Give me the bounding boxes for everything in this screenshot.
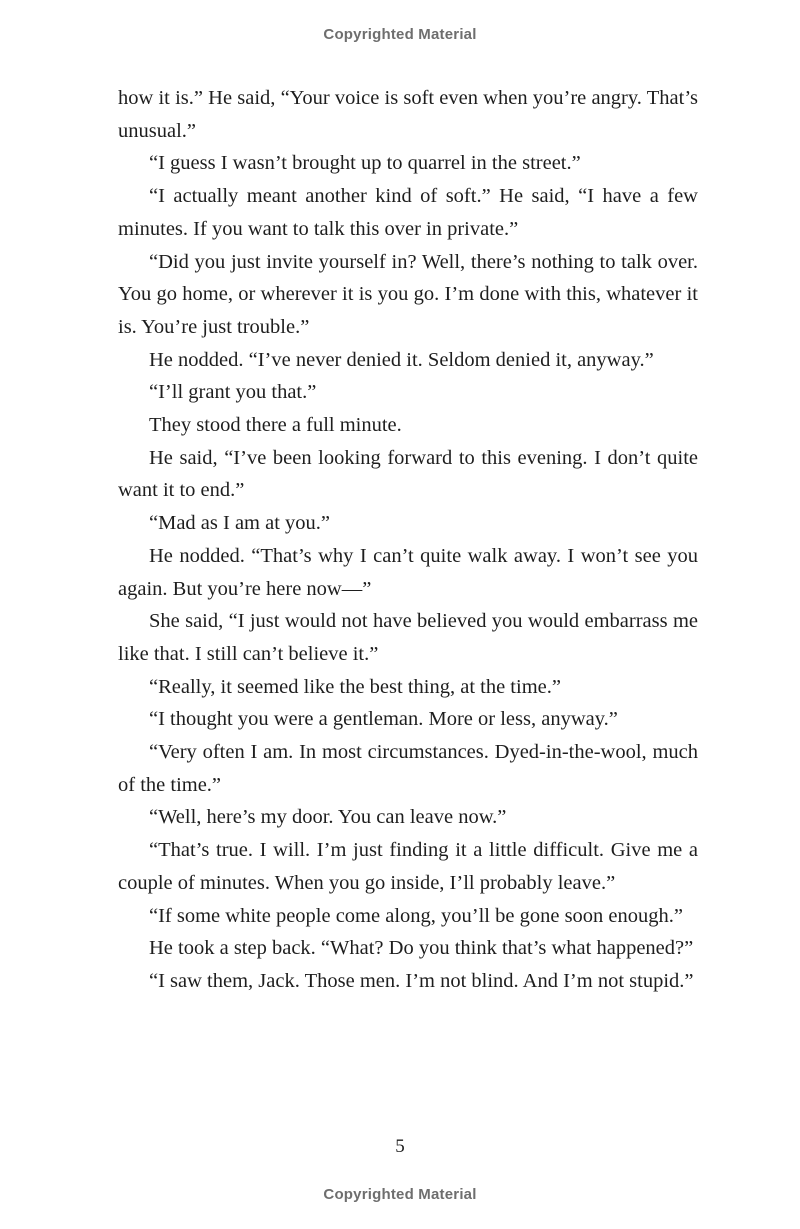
paragraph: “I guess I wasn’t brought up to quarrel in the street.” <box>149 152 581 175</box>
paragraph: how it is.” He said, “Your voice is soft even when you’re angry. That’s unusual.” <box>118 87 698 142</box>
paragraph: He said, “I’ve been looking forward to this evening. I don’t quite want it to end.” <box>118 446 698 502</box>
paragraph: “If some white people come along, you’ll be gone soon enough.” <box>149 904 683 927</box>
paragraph: “I saw them, Jack. Those men. I’m not blind. And I’m not stupid.” <box>149 969 694 992</box>
paragraph: “Mad as I am at you.” <box>149 512 331 535</box>
paragraph: “Really, it seemed like the best thing, at the time.” <box>149 675 561 698</box>
paragraph: “I thought you were a gentleman. More or less, anyway.” <box>149 708 618 731</box>
paragraph: “That’s true. I will. I’m just finding it a little difficult. Give me a couple of minutes. When you go inside, I’ll probably leave.” <box>118 839 698 894</box>
body-text <box>118 82 698 998</box>
paragraph: She said, “I just would not have believed you would embarrass me like that. I still can’t believe it.” <box>118 610 698 665</box>
copyright-watermark-top: Copyrighted Material <box>323 26 477 43</box>
paragraph: “I’ll grant you that.” <box>149 381 317 404</box>
paragraph: “Did you just invite yourself in? Well, there’s nothing to talk over. You go home, or wherever it is you go. I’m done with this, whatever it is. You’re just trouble.” <box>118 250 698 338</box>
paragraph: He took a step back. “What? Do you think that’s what happened?” <box>149 937 694 960</box>
page-number: 5 <box>395 1136 405 1157</box>
paragraph: He nodded. “That’s why I can’t quite walk away. I won’t see you again. But you’re here now—” <box>118 544 698 600</box>
paragraph: They stood there a full minute. <box>149 414 402 437</box>
paragraph: “Well, here’s my door. You can leave now.” <box>149 806 507 829</box>
copyright-watermark-bottom: Copyrighted Material <box>323 1186 477 1203</box>
paragraph: He nodded. “I’ve never denied it. Seldom denied it, anyway.” <box>149 348 654 371</box>
paragraph: “Very often I am. In most circumstances. Dyed-in-the-wool, much of the time.” <box>118 741 698 796</box>
paragraph: “I actually meant another kind of soft.” He said, “I have a few minutes. If you want to talk this over in private.” <box>118 185 698 240</box>
